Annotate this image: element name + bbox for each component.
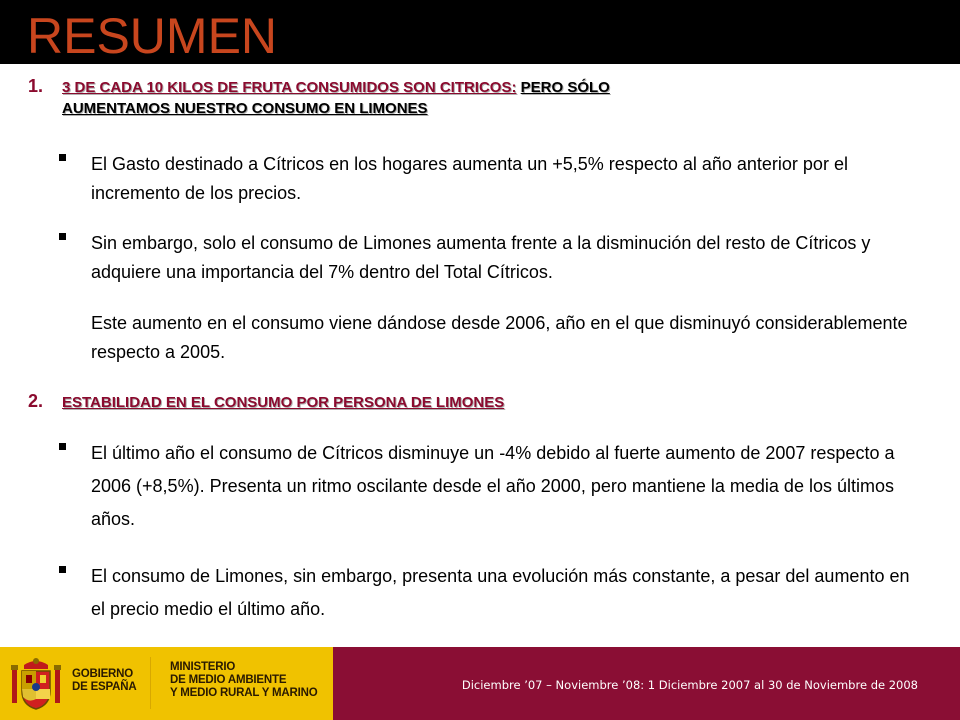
footer-band [333, 647, 960, 720]
bullet-square-icon [59, 233, 66, 240]
bullet-square-icon [59, 566, 66, 573]
ministry-line-1: MINISTERIO [170, 661, 236, 673]
ministry-line-2: DE MEDIO AMBIENTE [170, 674, 287, 686]
section-1-heading [28, 77, 888, 121]
section-2-number: 2. [28, 391, 44, 411]
bullet-square-icon [59, 154, 66, 161]
gobierno-label: GOBIERNO [72, 668, 134, 680]
government-logo-area [0, 647, 333, 720]
bullet-text: El consumo de Limones, sin embargo, presenta una evolución más constante, a pesar del aumento en el precio medio el último año. [91, 566, 910, 619]
logo-divider [150, 657, 151, 709]
section-1-heading-black: PERO SÓLO [520, 79, 610, 96]
section-1-paragraph: Este aumento en el consumo viene dándose desde 2006, año en el que disminuyó considerablemente respecto a 2005. [91, 313, 908, 362]
slide-title: RESUMEN [27, 8, 278, 64]
bullet-text: El Gasto destinado a Cítricos en los hogares aumenta un +5,5% respecto al año anterior por el incremento de los precios. [91, 154, 848, 203]
coat-of-arms-icon [10, 655, 62, 711]
bullet-square-icon [59, 443, 66, 450]
footer [0, 647, 960, 720]
section-1-heading-line2: AUMENTAMOS NUESTRO CONSUMO EN LIMONES [62, 100, 428, 117]
footer-period-text: Diciembre ’07 – Noviembre ’08: 1 Diciembre 2007 al 30 de Noviembre de 2008 [461, 678, 918, 692]
section-2-heading [28, 392, 888, 416]
bullet-text: El último año el consumo de Cítricos disminuye un -4% debido al fuerte aumento de 2007 respecto a 2006 (+8,5%). Presenta un ritmo oscilante desde el año 2000, pero mantiene la media de los últimos años. [91, 443, 895, 529]
bullet-text: Sin embargo, solo el consumo de Limones aumenta frente a la disminución del resto de Cítricos y adquiere una importancia del 7% dentro del Total Cítricos. [91, 233, 871, 282]
ministry-line-3: Y MEDIO RURAL Y MARINO [170, 687, 318, 699]
section-1-number: 1. [28, 76, 44, 96]
title-bar [0, 0, 960, 64]
section-2-heading-red: ESTABILIDAD EN EL CONSUMO POR PERSONA DE LIMONES [62, 394, 505, 411]
espana-label: DE ESPAÑA [72, 681, 137, 693]
section-1-heading-red: 3 DE CADA 10 KILOS DE FRUTA CONSUMIDOS SON CITRICOS: [62, 79, 517, 96]
